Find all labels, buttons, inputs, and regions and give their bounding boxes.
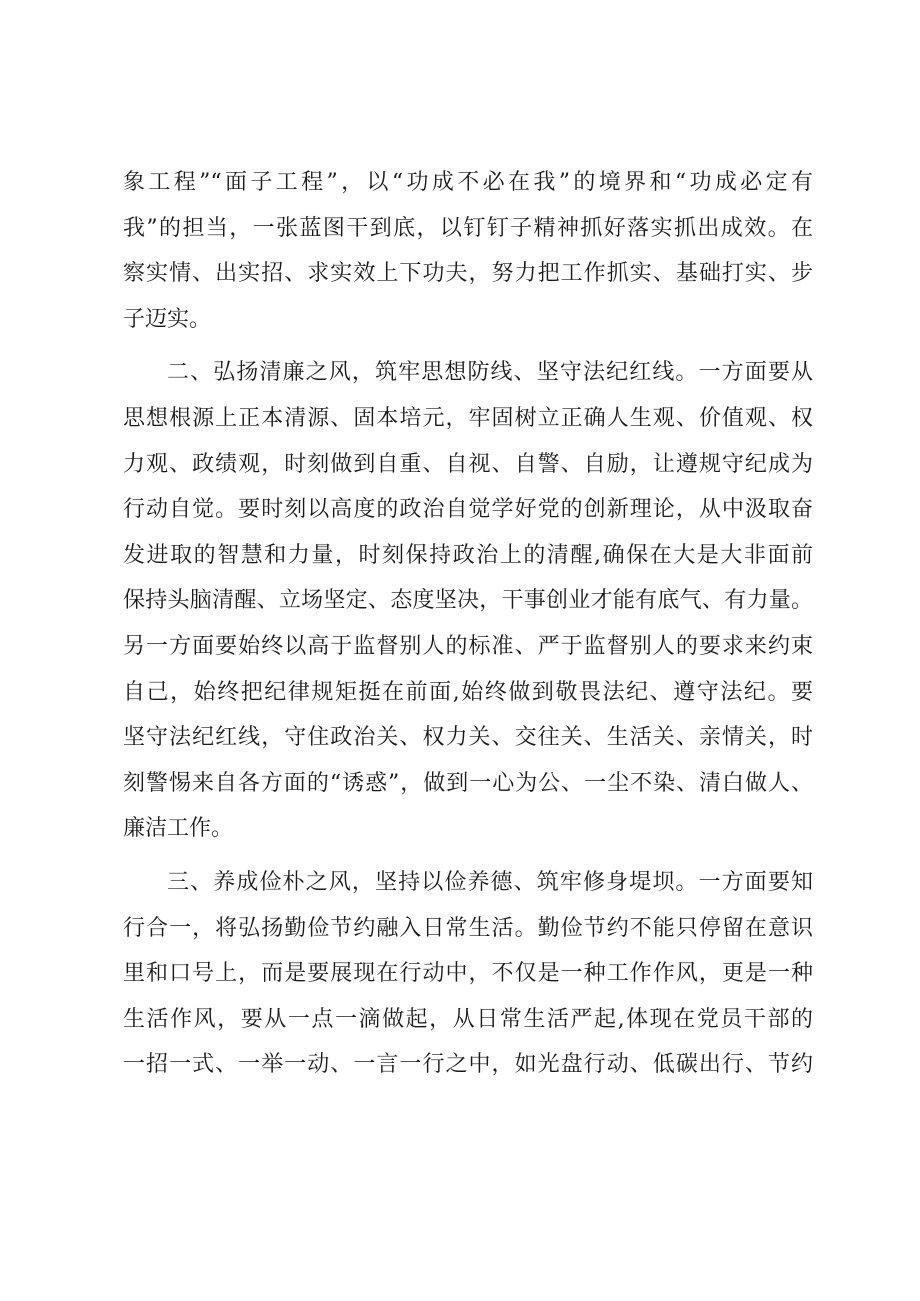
- text-line: 保持头脑清醒、立场坚定、态度坚决，干事创业才能有底气、有力量。: [123, 588, 813, 614]
- text-line: 行合一，将弘扬勤俭节约融入日常生活。勤俭节约不能只停留在意识: [123, 915, 813, 941]
- text-line: 象工程”“面子工程”，以“功成不必在我”的境界和“功成必定有: [123, 170, 813, 195]
- text-line: 力观、政绩观，时刻做到自重、自视、自警、自励，让遵规守纪成为: [123, 451, 813, 477]
- document-body: [123, 160, 813, 1088]
- text-line: 行动自觉。要时刻以高度的政治自觉学好党的创新理论，从中汲取奋: [123, 497, 813, 523]
- text-line: 思想根源上正本清源、固本培元，牢固树立正确人生观、价值观、权: [123, 405, 813, 431]
- text-line: 一招一式、一举一动、一言一行之中，如光盘行动、低碳出行、节约: [123, 1052, 813, 1078]
- text-line: 发进取的智慧和力量，时刻保持政治上的清醒,确保在大是大非面前: [123, 542, 813, 568]
- text-line: 子迈实。: [123, 306, 212, 332]
- paragraph-1: [123, 160, 813, 342]
- text-line: 我”的担当，一张蓝图干到底，以钉钉子精神抓好落实抓出成效。在: [123, 215, 813, 241]
- text-line: 生活作风，要从一点一滴做起，从日常生活严起,体现在党员干部的: [123, 1006, 813, 1032]
- text-line: 里和口号上，而是要展现在行动中，不仅是一种工作作风，更是一种: [123, 961, 813, 987]
- text-line: 刻警惕来自各方面的“诱惑”，做到一心为公、一尘不染、清白做人、: [123, 770, 813, 796]
- paragraph-3: [123, 860, 813, 1088]
- text-line: 另一方面要始终以高于监督别人的标准、严于监督别人的要求来约束: [123, 633, 813, 659]
- text-line: 自己，始终把纪律规矩挺在前面,始终做到敬畏法纪、遵守法纪。要: [123, 679, 813, 705]
- paragraph-2: [123, 350, 813, 852]
- text-line: 三、养成俭朴之风，坚持以俭养德、筑牢修身堤坝。一方面要知: [167, 869, 813, 895]
- text-line: 察实情、出实招、求实效上下功夫，努力把工作抓实、基础打实、步: [123, 261, 813, 287]
- text-line: 坚守法纪红线，守住政治关、权力关、交往关、生活关、亲情关，时: [123, 725, 813, 751]
- text-line: 二、弘扬清廉之风，筑牢思想防线、坚守法纪红线。一方面要从: [167, 360, 813, 386]
- text-line: 廉洁工作。: [123, 816, 234, 842]
